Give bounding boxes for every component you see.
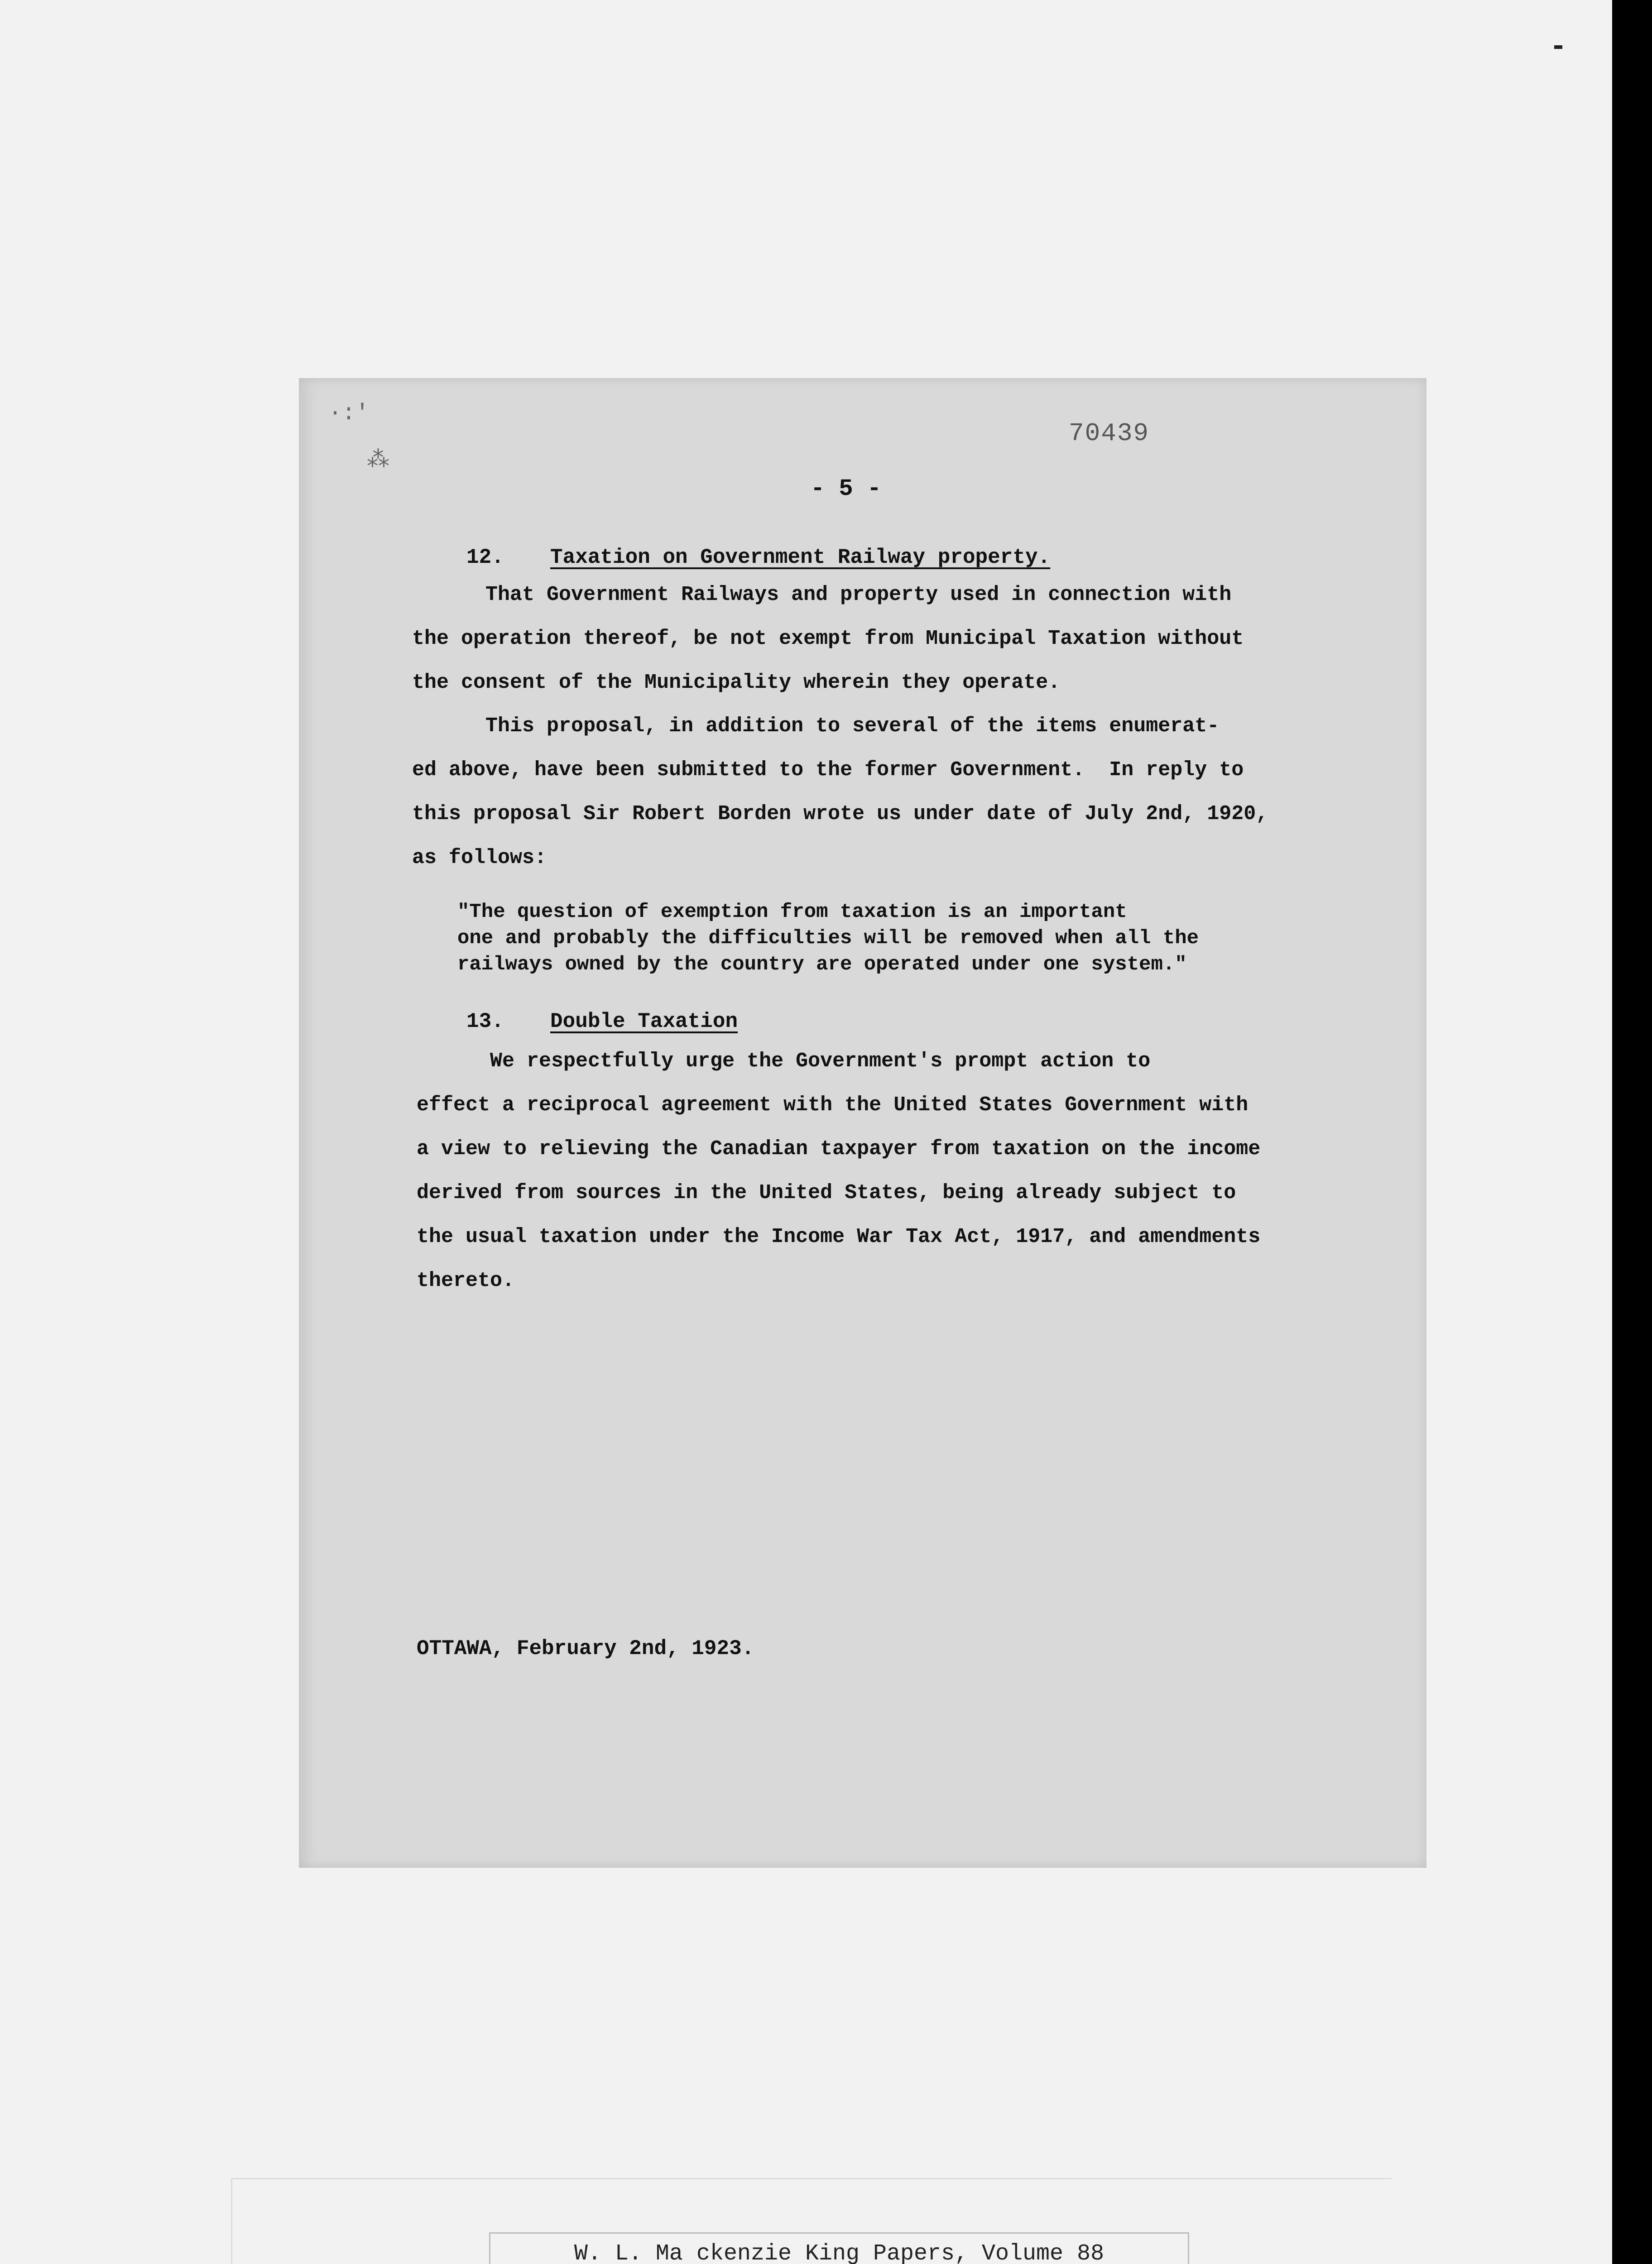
signoff-date: OTTAWA, February 2nd, 1923. [417, 1637, 754, 1660]
section-13-heading [466, 1010, 738, 1033]
section-number: 12. [466, 546, 504, 569]
section-number: 13. [466, 1010, 504, 1033]
smudge-mark: ⁂ [367, 448, 389, 474]
section-title: Taxation on Government Railway property. [550, 546, 1051, 569]
section-12-paragraph-1: That Government Railways and property used in connection with the operation thereof, be not exempt from Municipal Taxation without the consent of the Municipality wherein they operate. [412, 583, 1244, 694]
page-number: - 5 - [811, 475, 882, 502]
document-number: 70439 [1069, 419, 1150, 448]
volume-label: W. L. Ma ckenzie King Papers, Volume 88 [489, 2232, 1189, 2264]
edge-mark [1554, 45, 1562, 49]
borden-quote: "The question of exemption from taxation is an important one and probably the difficulties will be removed when all the railways owned by the country are operated under one system." [457, 901, 1199, 976]
section-12-heading [466, 546, 1050, 569]
smudge-mark: ·:' [328, 401, 370, 427]
section-12-paragraph-2: This proposal, in addition to several of the items enumerat- ed above, have been submitted to the former Government. In reply to this proposal Sir Robert Borden wrote us under date of July 2nd, 1920, as follows: [412, 715, 1268, 869]
document-page [299, 378, 1426, 1868]
section-13-paragraph-1: We respectfully urge the Government's prompt action to effect a reciprocal agreement with the United States Government with a view to relieving the Canadian taxpayer from taxation on the income derived from sources in the United States, being already subject to the usual taxation under the Income War Tax Act, 1917, and amendments thereto. [417, 1050, 1261, 1292]
section-title: Double Taxation [550, 1010, 738, 1033]
